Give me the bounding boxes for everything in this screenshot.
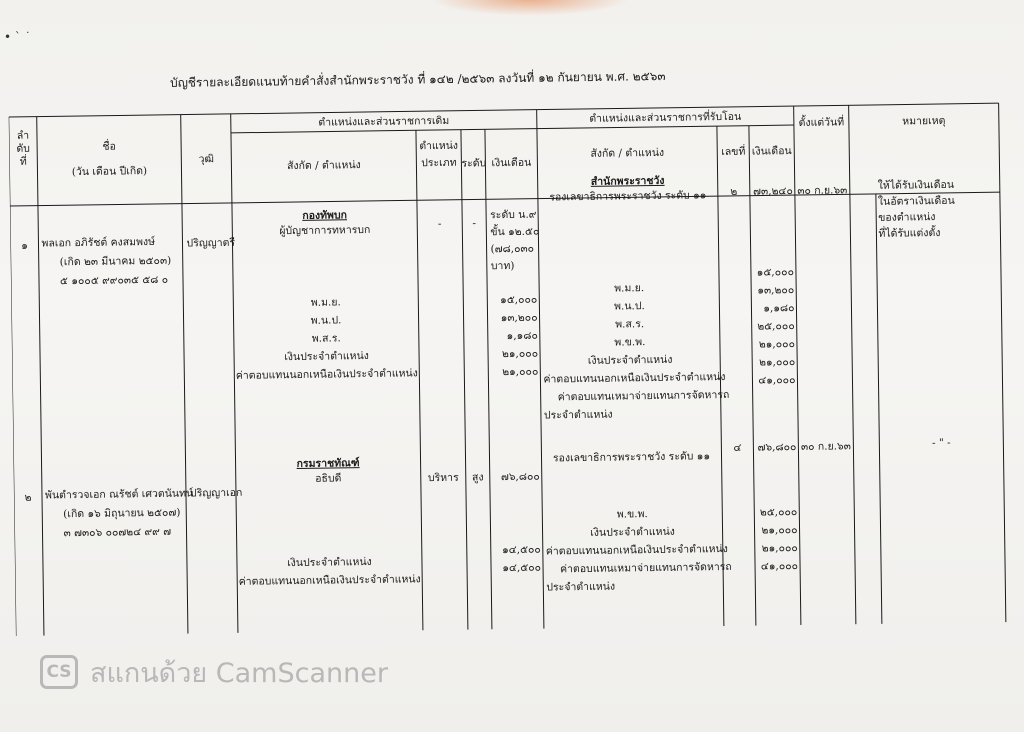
header-position-no: เลขที่ [721, 145, 746, 159]
row1-new-salary: ๗๓,๒๔๐ [753, 185, 793, 198]
header-old-salary: เงินเดือน [491, 156, 532, 170]
row2-new-position: รองเลขาธิการพระราชวัง ระดับ ๑๑ [552, 450, 711, 465]
row2-new-items-b: ค่าตอบแทนนอกเหนือเงินประจำตำแหน่ง ค่าตอบแทนเหมาจ่ายแทนการจัดหารถ ประจำตำแหน่ง [545, 542, 732, 594]
row1-old-salary: ระดับ น.๙ ขั้น ๑๒.๕๐ (๗๘,๐๓๐ บาท) [490, 208, 540, 273]
row1-new-items-a: พ.ม.ย. พ.น.ป. พ.ส.ร. พ.ข.พ. เงินประจำตำแหน่ง [587, 282, 673, 367]
header-new-dept: สังกัด / ตำแหน่ง [590, 146, 665, 160]
row1-order: ๑ [21, 239, 28, 252]
speck-marks: • ` ˙ [4, 30, 31, 44]
header-old-level: ระดับ [461, 157, 487, 170]
header-degree: วุฒิ [198, 153, 215, 166]
header-note: หมายเหตุ [902, 114, 946, 128]
row2-old-salary: ๗๖,๘๐๐ [500, 470, 540, 484]
row2-note: - " - [931, 436, 951, 450]
camscanner-logo-icon: CS [40, 655, 78, 689]
camscanner-watermark [40, 652, 388, 692]
row1-degree: ปริญญาตรี [186, 236, 236, 250]
row1-new-amounts: ๑๕,๐๐๐ ๑๓,๒๐๐ ๑,๑๘๐ ๒๕,๐๐๐ ๒๑,๐๐๐ ๒๑,๐๐๐ ๔๑,๐๐๐ [756, 266, 796, 387]
row2-new-amounts: ๒๕,๐๐๐ ๒๑,๐๐๐ ๒๑,๐๐๐ ๔๑,๐๐๐ [759, 506, 799, 573]
header-order: ลำ ดับ ที่ [16, 129, 30, 168]
row2-degree: ปริญญาเอก [189, 486, 243, 500]
row1-note: ให้ได้รับเงินเดือน ในอัตราเงินเดือน ของตำแหน่ง ที่ได้รับแต่งตั้ง [877, 178, 955, 240]
header-transfer-group: ตำแหน่งและส่วนราชการที่รับโอน [589, 110, 742, 125]
row1-name: พลเอก อภิรัชต์ คงสมพงษ์ (เกิด ๒๓ มีนาคม ๒๕๐๓) ๕ ๑๐๐๕ ๙๙๐๓๕ ๕๘ ๐ [41, 235, 172, 288]
row1-new-org: สำนักพระราชวัง รองเลขาธิการพระราชวัง ระดับ ๑๑ [549, 174, 707, 204]
header-old-dept: สังกัด / ตำแหน่ง [287, 159, 361, 173]
row2-new-salary: ๗๖,๘๐๐ [757, 441, 797, 454]
row1-old-level: - [472, 217, 477, 230]
row1-old-type: - [437, 217, 442, 231]
row1-old-amounts: ๑๕,๐๐๐ ๑๓,๒๐๐ ๑,๑๘๐ ๒๑,๐๐๐ ๒๑,๐๐๐ [500, 293, 539, 379]
stain-mark [430, 0, 630, 16]
header-since: ตั้งแต่วันที่ [798, 116, 845, 129]
document-title: บัญชีรายละเอียดแนบท้ายคำสั่งสำนักพระราชวัง ที่ ๑๔๒ /๒๕๖๓ ลงวันที่ ๑๒ กันยายน พ.ศ. ๒๕๖๓ [169, 68, 666, 90]
header-new-salary: เงินเดือน [751, 145, 792, 158]
row1-new-items-b: ค่าตอบแทนนอกเหนือเงินประจำตำแหน่ง ค่าตอบแทนเหมาจ่ายแทนการจัดหารถ ประจำตำแหน่ง [543, 371, 730, 422]
row2-old-org: กรมราชทัณฑ์ อธิบดี [296, 457, 360, 485]
header-old-type: ตำแหน่ง ประเภท [419, 139, 459, 170]
row2-old-items: เงินประจำตำแหน่ง ค่าตอบแทนนอกเหนือเงินประจำตำแหน่ง [238, 555, 421, 588]
row1-old-items: พ.ม.ย. พ.น.ป. พ.ส.ร. เงินประจำตำแหน่ง ค่าตอบแทนนอกเหนือเงินประจำตำแหน่ง [235, 296, 418, 382]
transfer-table [8, 52, 1016, 636]
row2-old-amounts: ๑๔,๕๐๐ ๑๔,๕๐๐ [502, 543, 542, 575]
row2-new-items-a: พ.ข.พ. เงินประจำตำแหน่ง [590, 508, 675, 539]
row2-old-level: สูง [471, 471, 484, 484]
row1-old-org: กองทัพบก ผู้บัญชาการทหารบก [279, 209, 371, 238]
watermark-text: สแกนด้วย CamScanner [90, 657, 388, 689]
row2-since: ๓๐ ก.ย.๖๓ [800, 440, 851, 453]
header-name: ชื่อ (วัน เดือน ปีเกิด) [71, 140, 148, 179]
row2-old-type: บริหาร [427, 471, 459, 485]
row2-position-no: ๔ [733, 441, 742, 454]
row2-order: ๒ [24, 491, 32, 504]
row1-position-no: ๒ [730, 185, 738, 198]
header-original-group: ตำแหน่งและส่วนราชการเดิม [318, 114, 450, 129]
row1-since: ๓๐ ก.ย.๖๓ [797, 184, 848, 197]
row2-name: พันตำรวจเอก ณรัชต์ เศวตนันทน์ (เกิด ๑๖ มิถุนายน ๒๕๐๗) ๓ ๗๓๐๖ ๐๐๗๒๔ ๙๙ ๗ [44, 487, 194, 540]
